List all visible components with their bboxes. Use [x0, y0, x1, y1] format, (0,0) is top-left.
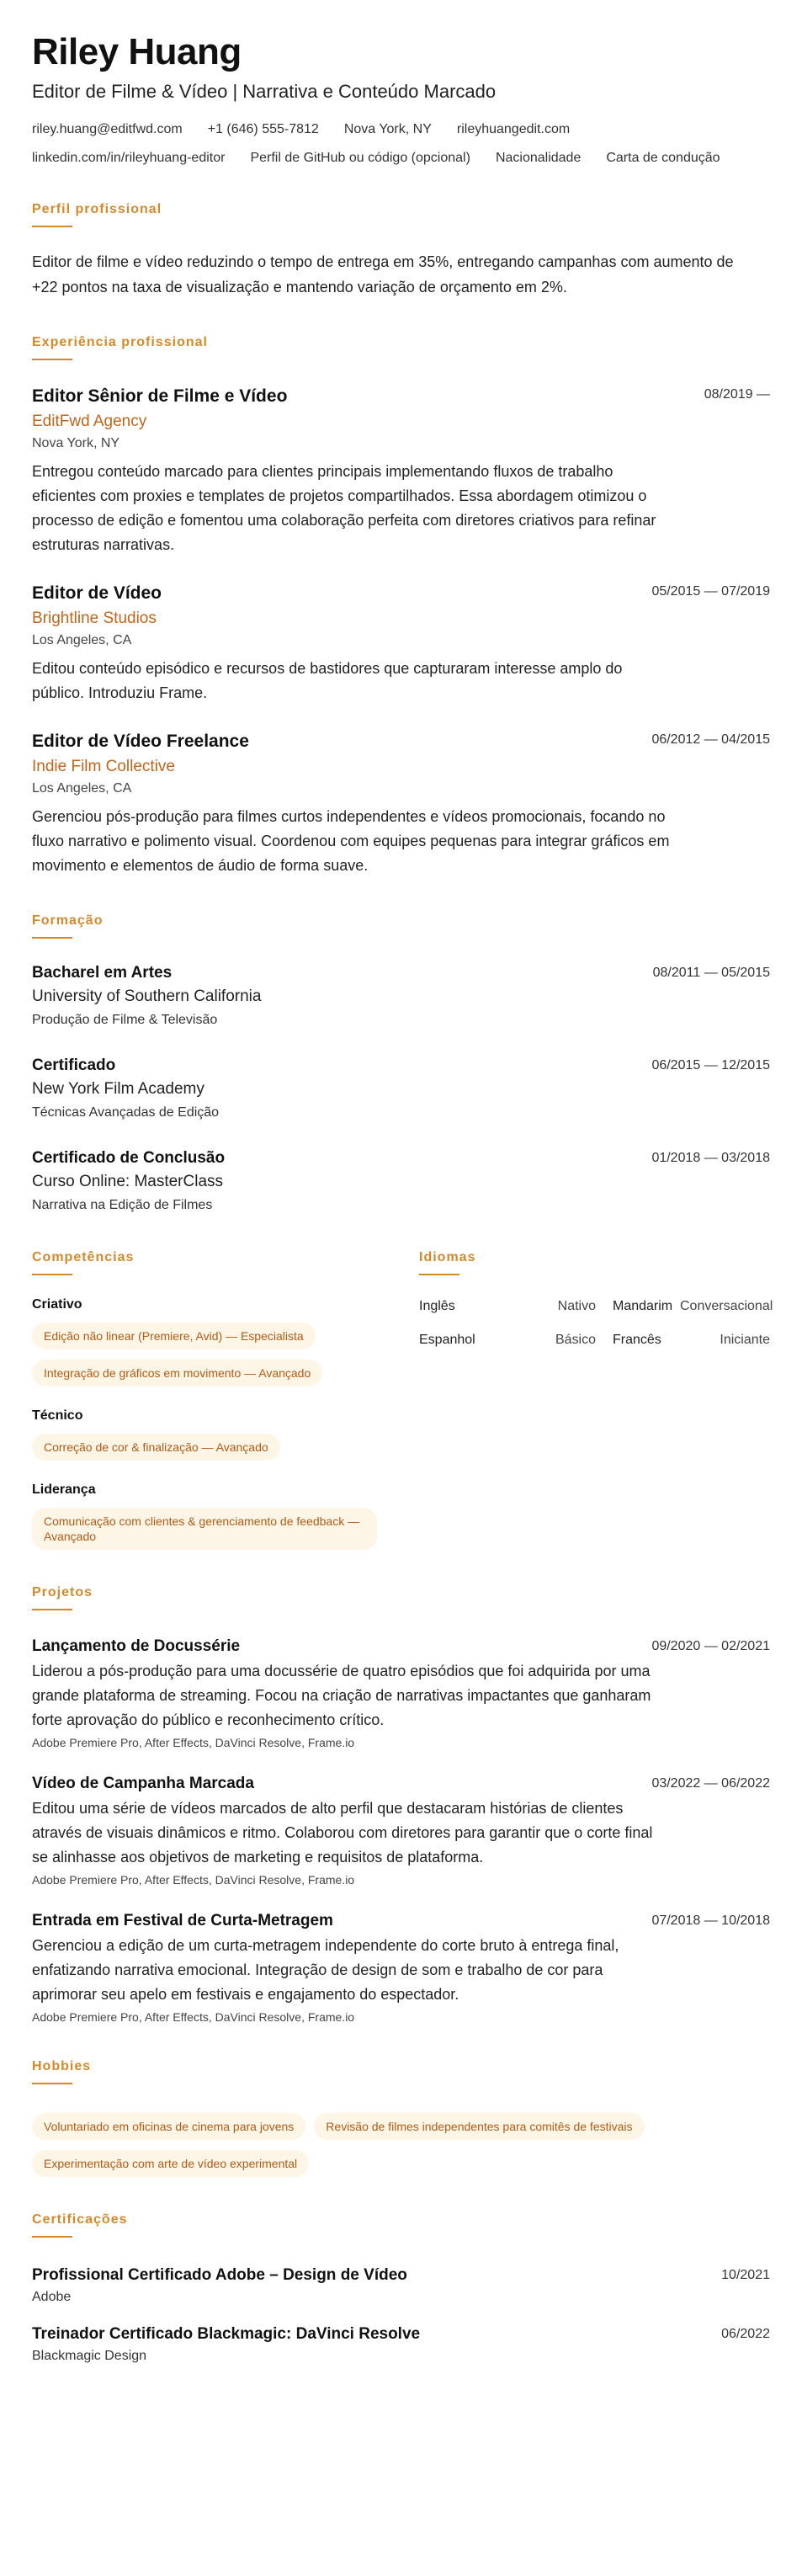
experience-company: Indie Film Collective — [32, 758, 175, 776]
language-grid — [419, 1299, 773, 1348]
experience-location: Nova York, NY — [32, 436, 120, 451]
certifications-section — [32, 2212, 770, 2364]
education-item — [32, 1056, 770, 1120]
education-item — [32, 964, 770, 1028]
experience-item — [32, 583, 770, 705]
section-divider — [32, 2083, 72, 2084]
projects-section — [32, 1585, 770, 2024]
language-name: Francês — [613, 1333, 661, 1348]
skill-chip: Correção de cor & finalização — Avançado — [32, 1434, 280, 1461]
contact-phone[interactable]: +1 (646) 555-7812 — [207, 122, 319, 137]
project-tech: Adobe Premiere Pro, After Effects, DaVinci Resolve, Frame.io — [32, 1736, 355, 1750]
section-title: Idiomas — [419, 1250, 476, 1265]
experience-date: 08/2019 — — [704, 387, 770, 402]
project-date: 03/2022 — 06/2022 — [651, 1776, 770, 1791]
project-name: Vídeo de Campanha Marcada — [32, 1775, 254, 1793]
skill-chip: Comunicação com clientes & gerenciamento de feedback — Avançado — [32, 1508, 377, 1550]
hobby-chip: Experimentação com arte de vídeo experimental — [32, 2150, 309, 2177]
education-degree: Bacharel em Artes — [32, 964, 173, 982]
section-divider — [32, 2236, 72, 2238]
skill-group-title: Técnico — [32, 1408, 83, 1424]
hobbies-section — [32, 2059, 770, 2177]
certification-name: Treinador Certificado Blackmagic: DaVinci Resolve — [32, 2325, 421, 2344]
hobby-chip: Voluntariado em oficinas de cinema para jovens — [32, 2113, 305, 2140]
contact-linkedin[interactable]: linkedin.com/in/rileyhuang-editor — [32, 151, 226, 166]
education-date: 08/2011 — 05/2015 — [652, 966, 770, 981]
certification-item — [32, 2266, 770, 2305]
experience-item — [32, 386, 770, 557]
skill-chip: Edição não linear (Premiere, Avid) — Especialista — [32, 1323, 316, 1349]
project-date: 07/2018 — 10/2018 — [651, 1913, 770, 1929]
certification-date: 06/2022 — [721, 2327, 770, 2342]
summary-text: Editor de filme e vídeo reduzindo o tempo de entrega em 35%, entregando campanhas com aumento de +22 pontos na taxa de visualização e mantendo variação de orçamento em 2%. — [32, 253, 734, 296]
contact-location: Nova York, NY — [343, 122, 432, 137]
skills-section — [32, 1250, 419, 1550]
experience-role: Editor de Vídeo Freelance — [32, 732, 249, 752]
education-date: 06/2015 — 12/2015 — [651, 1058, 770, 1073]
languages-section — [419, 1250, 773, 1550]
project-date: 09/2020 — 02/2021 — [651, 1639, 770, 1654]
experience-company: Brightline Studios — [32, 609, 157, 628]
section-divider — [32, 226, 72, 227]
education-school: New York Film Academy — [32, 1080, 204, 1099]
language-row — [419, 1333, 770, 1348]
certification-issuer: Blackmagic Design — [32, 2349, 147, 2364]
section-divider — [419, 1274, 459, 1275]
certification-date: 10/2021 — [721, 2268, 770, 2283]
project-description: Gerenciou a edição de um curta-metragem independente do corte bruto à entrega final, enfatizando narrativa emocional. Integração de design de som e trabalho de cor para aprimorar seu apelo em festivais e engajamento do espectador. — [32, 1937, 619, 2004]
section-title: Competências — [32, 1250, 135, 1265]
experience-location: Los Angeles, CA — [32, 633, 132, 648]
section-divider — [32, 359, 72, 360]
resume-header — [32, 32, 770, 103]
contact-list — [32, 121, 770, 167]
education-field: Narrativa na Edição de Filmes — [32, 1198, 213, 1213]
hobby-list — [32, 2103, 770, 2177]
contact-github[interactable]: Perfil de GitHub ou código (opcional) — [250, 151, 470, 166]
experience-date: 05/2015 — 07/2019 — [651, 584, 770, 599]
project-item — [32, 1912, 770, 2024]
language-level: Iniciante — [720, 1333, 770, 1348]
education-school: University of Southern California — [32, 987, 262, 1006]
section-title: Certificações — [32, 2212, 128, 2227]
skill-group-title: Criativo — [32, 1297, 82, 1312]
candidate-headline: Editor de Filme & Vídeo | Narrativa e Conteúdo Marcado — [32, 81, 497, 103]
candidate-name: Riley Huang — [32, 31, 242, 72]
section-title: Experiência profissional — [32, 335, 208, 350]
experience-role: Editor de Vídeo — [32, 583, 162, 604]
language-row — [419, 1299, 773, 1314]
hobby-chip: Revisão de filmes independentes para comitês de festivais — [314, 2113, 644, 2140]
skill-group — [32, 1297, 419, 1386]
experience-item — [32, 731, 770, 878]
education-degree: Certificado — [32, 1056, 116, 1075]
contact-license: Carta de condução — [606, 151, 720, 166]
project-tech: Adobe Premiere Pro, After Effects, DaVinci Resolve, Frame.io — [32, 1873, 355, 1887]
language-name: Inglês — [419, 1299, 455, 1314]
language-name: Mandarim — [613, 1299, 673, 1314]
skill-group-title: Liderança — [32, 1482, 96, 1498]
project-name: Lançamento de Docussérie — [32, 1637, 241, 1656]
skill-group — [32, 1408, 419, 1461]
experience-section — [32, 335, 770, 878]
certification-item — [32, 2325, 770, 2364]
project-item — [32, 1775, 770, 1887]
skill-chip: Integração de gráficos em movimento — Avançado — [32, 1360, 322, 1386]
section-divider — [32, 1274, 72, 1275]
summary-section — [32, 202, 770, 300]
section-title: Hobbies — [32, 2059, 92, 2074]
experience-description: Gerenciou pós-produção para filmes curtos independentes e vídeos promocionais, focando no fluxo narrativo e polimento visual. Coordenou com equipes pequenas para integrar gráficos em movimento e elementos de áudio de forma suave. — [32, 808, 670, 875]
education-date: 01/2018 — 03/2018 — [651, 1151, 770, 1166]
project-description: Liderou a pós-produção para uma docussérie de quatro episódios que foi adquirida por uma grande plataforma de streaming. Focou na criação de narrativas impactantes que ganharam forte aprovação do público e reconhecimento crítico. — [32, 1663, 651, 1729]
experience-description: Editou conteúdo episódico e recursos de bastidores que capturaram interesse amplo do público. Introduziu Frame. — [32, 660, 623, 702]
section-title: Formação — [32, 913, 104, 929]
contact-website[interactable]: rileyhuangedit.com — [456, 122, 571, 137]
education-degree: Certificado de Conclusão — [32, 1149, 226, 1168]
project-item — [32, 1637, 770, 1749]
contact-email[interactable]: riley.huang@editfwd.com — [32, 122, 183, 137]
experience-role: Editor Sênior de Filme e Vídeo — [32, 386, 288, 407]
education-field: Técnicas Avançadas de Edição — [32, 1105, 220, 1120]
education-item — [32, 1149, 770, 1213]
certification-name: Profissional Certificado Adobe – Design de Vídeo — [32, 2266, 407, 2285]
certification-issuer: Adobe — [32, 2290, 72, 2305]
education-section — [32, 913, 770, 1213]
language-level: Básico — [555, 1333, 596, 1348]
experience-description: Entregou conteúdo marcado para clientes principais implementando fluxos de trabalho eficientes com proxies e templates de projetos compartilhados. Essa abordagem otimizou o processo de edição e fomentou uma colaboração perfeita com diretores criativos para refinar estruturas narrativas. — [32, 463, 656, 554]
section-divider — [32, 1609, 72, 1610]
project-description: Editou uma série de vídeos marcados de alto perfil que destacaram histórias de clientes através de visuais dinâmicos e ritmo. Colaborou com diretores para garantir que o corte final se alinhasse aos objetivos de marketing e requisitos de plataforma. — [32, 1800, 653, 1866]
education-field: Produção de Filme & Televisão — [32, 1013, 218, 1028]
experience-date: 06/2012 — 04/2015 — [651, 732, 770, 748]
experience-company: EditFwd Agency — [32, 412, 147, 431]
section-title: Projetos — [32, 1585, 93, 1600]
section-divider — [32, 937, 72, 939]
experience-location: Los Angeles, CA — [32, 781, 132, 796]
section-title: Perfil profissional — [32, 202, 162, 217]
language-level: Conversacional — [680, 1299, 773, 1314]
skills-languages-row — [32, 1250, 773, 1550]
project-tech: Adobe Premiere Pro, After Effects, DaVinci Resolve, Frame.io — [32, 2010, 355, 2025]
language-name: Espanhol — [419, 1333, 475, 1348]
education-school: Curso Online: MasterClass — [32, 1173, 224, 1191]
contact-nationality: Nacionalidade — [495, 151, 582, 166]
language-level: Nativo — [557, 1299, 596, 1314]
skill-group — [32, 1482, 419, 1550]
project-name: Entrada em Festival de Curta-Metragem — [32, 1912, 333, 1930]
